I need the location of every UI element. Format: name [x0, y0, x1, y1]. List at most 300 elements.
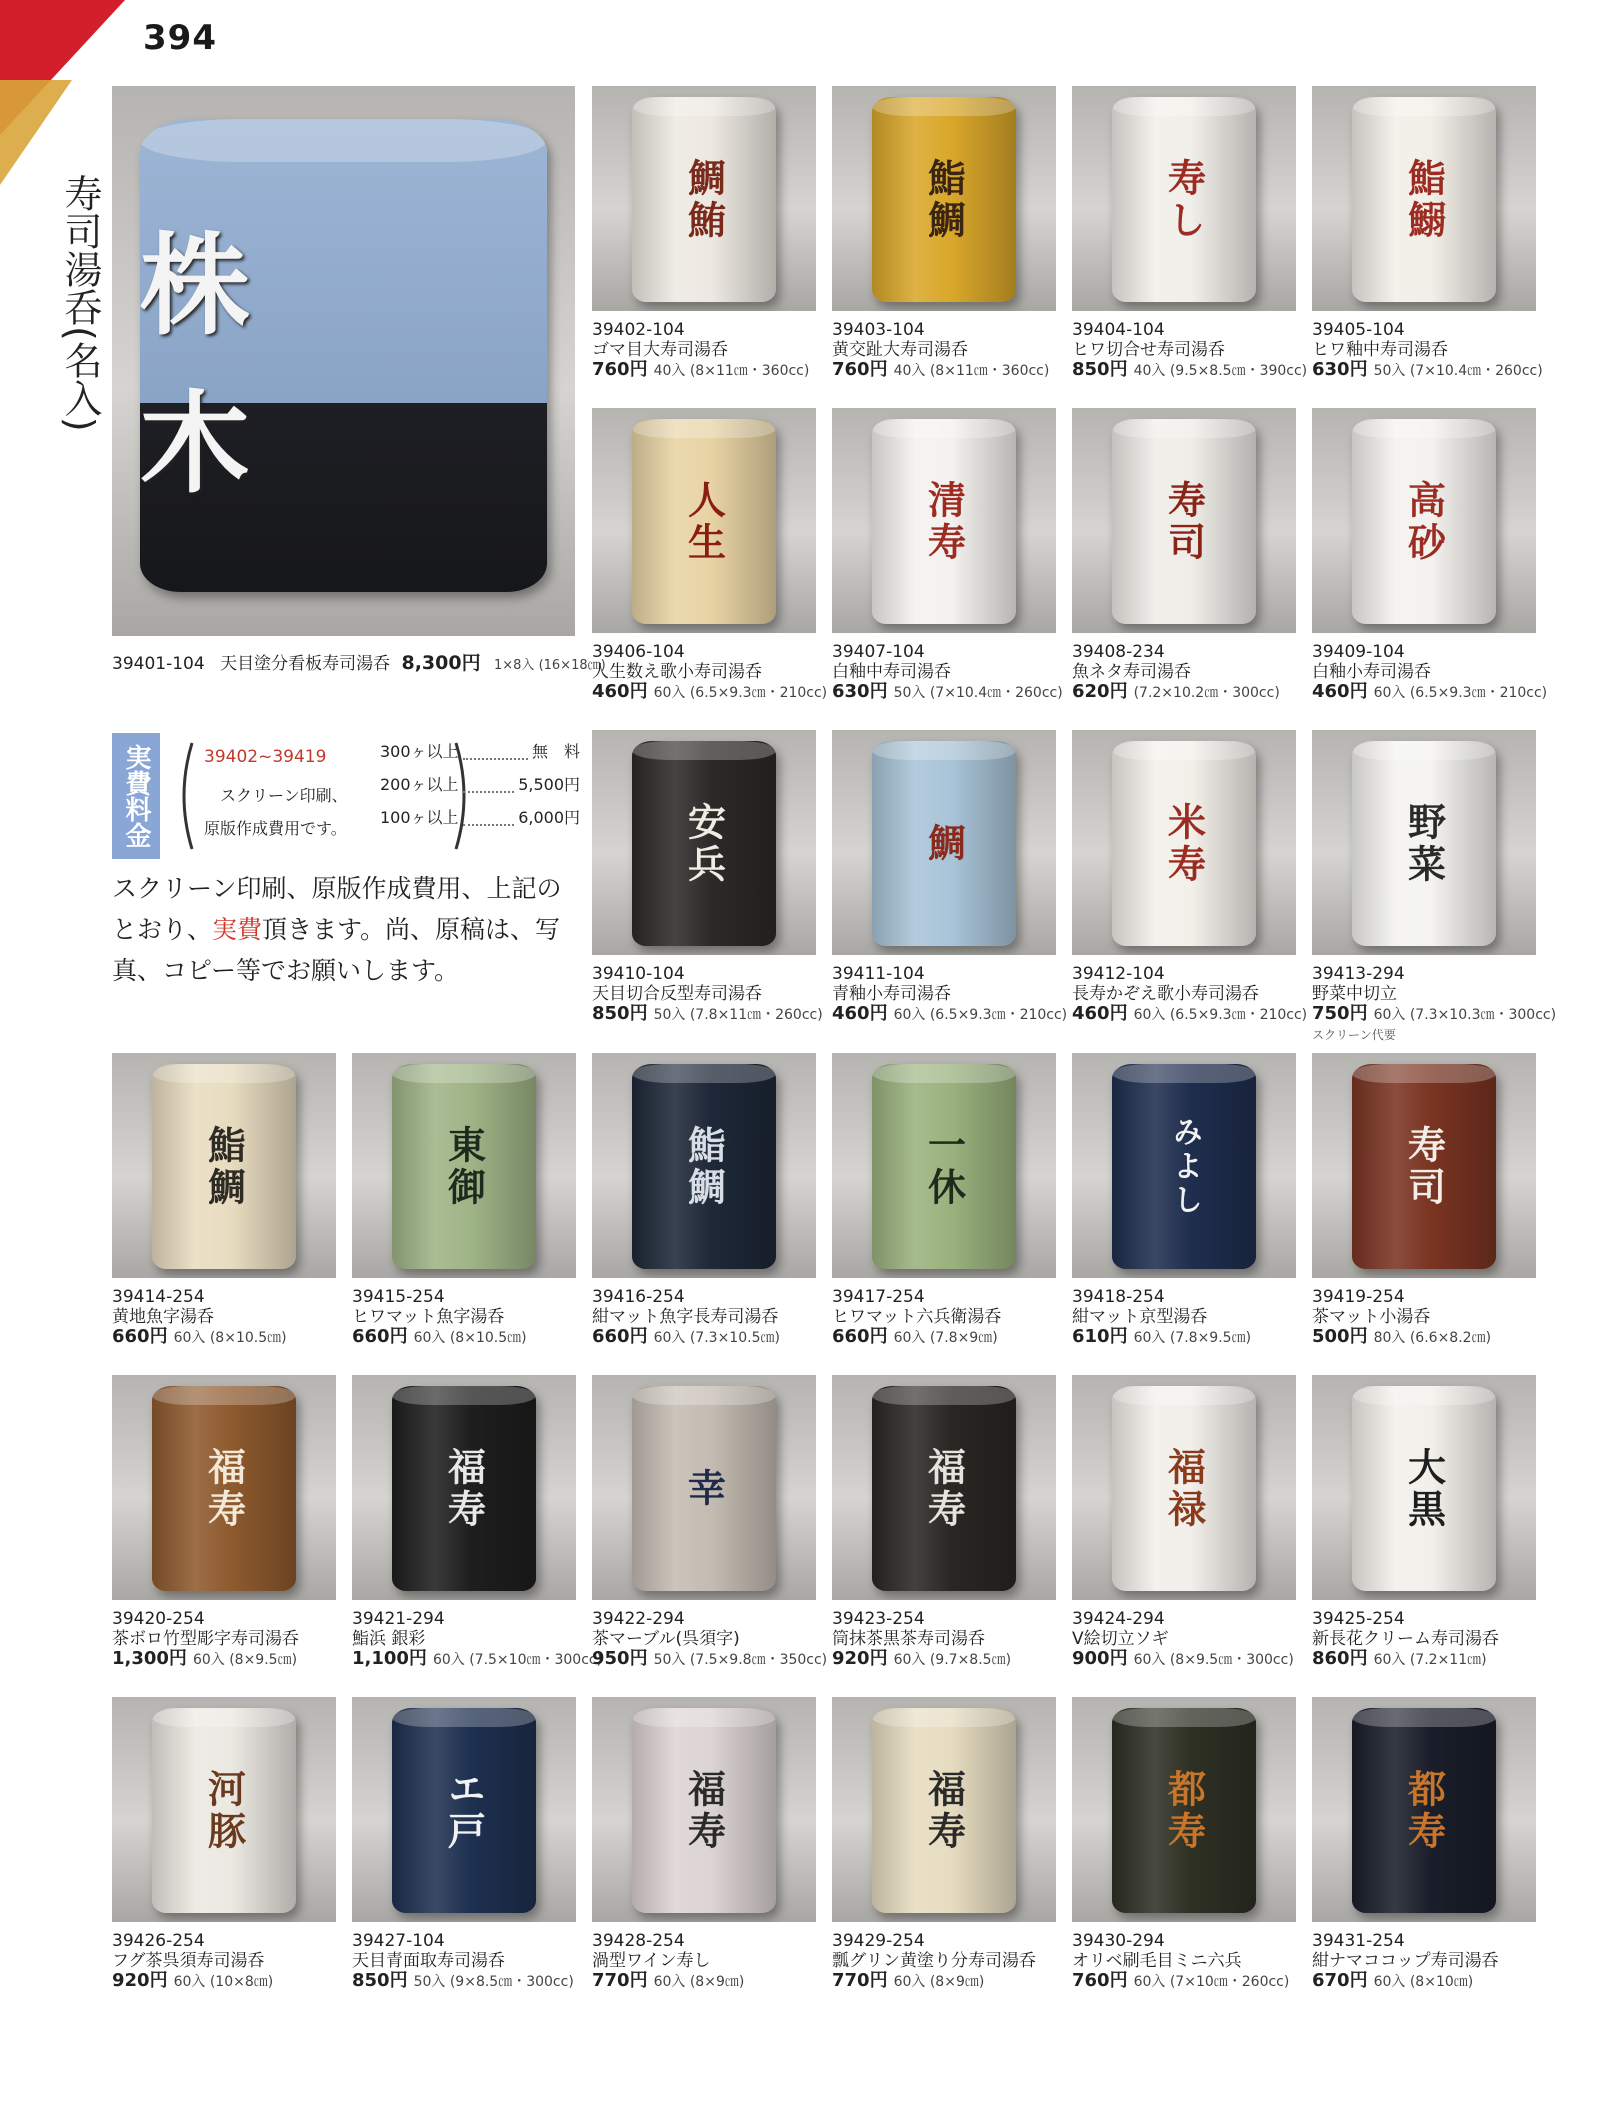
- product-photo[interactable]: [832, 1053, 1056, 1278]
- fee-qty: 300ヶ以上: [380, 742, 459, 761]
- product-caption: [112, 1287, 348, 1348]
- product-name: 筒抹茶黒茶寿司湯呑: [832, 1629, 985, 1649]
- product-price: 620円: [1072, 681, 1128, 702]
- product-caption: [1072, 1609, 1308, 1670]
- cup-design-text: 都寿: [1401, 1768, 1447, 1853]
- product-photo[interactable]: [1312, 408, 1536, 633]
- featured-code: 39401-104: [112, 654, 205, 674]
- product-price-line: [112, 1327, 348, 1348]
- product-price-line: [352, 1971, 588, 1992]
- product-code: 39415-254: [352, 1287, 445, 1307]
- product-caption: [592, 1287, 828, 1348]
- product-name: ゴマ目大寿司湯呑: [592, 340, 728, 360]
- cup-design-text: 福寿: [921, 1446, 967, 1531]
- product-price: 670円: [1312, 1970, 1368, 1991]
- product-caption: [1072, 1287, 1308, 1348]
- cup-image: [1352, 419, 1495, 624]
- cup-design-text: 人生: [681, 479, 727, 564]
- product-price-line: [592, 1971, 828, 1992]
- product-spec: 60入 (8×10.5㎝): [413, 1330, 527, 1346]
- product-price: 760円: [592, 359, 648, 380]
- product-code: 39431-254: [1312, 1931, 1405, 1951]
- product-name: 紺ナマココップ寿司湯呑: [1312, 1951, 1499, 1971]
- product-photo[interactable]: [1312, 730, 1536, 955]
- product-price: 610円: [1072, 1326, 1128, 1347]
- product-caption: [1312, 320, 1548, 381]
- product-name: ヒワマット魚字湯呑: [352, 1307, 505, 1327]
- product-price-line: [592, 1649, 828, 1670]
- product-price: 630円: [1312, 359, 1368, 380]
- cup-image: [872, 97, 1015, 302]
- product-price-line: [832, 1971, 1068, 1992]
- product-price: 500円: [1312, 1326, 1368, 1347]
- fee-box: [112, 733, 580, 859]
- product-code: 39407-104: [832, 642, 925, 662]
- cup-design-text: 寿司: [1401, 1124, 1447, 1209]
- product-price: 460円: [1312, 681, 1368, 702]
- product-name: オリベ刷毛目ミニ六兵: [1072, 1951, 1242, 1971]
- cup-image: [1352, 741, 1495, 946]
- product-photo[interactable]: [1072, 408, 1296, 633]
- product-spec: 60入 (8×9㎝): [653, 1974, 745, 1990]
- product-code: 39411-104: [832, 964, 925, 984]
- product-name: 瓢グリン黄塗り分寿司湯呑: [832, 1951, 1036, 1971]
- featured-photo[interactable]: [112, 86, 575, 636]
- product-caption: [592, 1931, 828, 1992]
- cup-image: [1352, 1386, 1495, 1591]
- product-name: フグ茶呉須寿司湯呑: [112, 1951, 265, 1971]
- product-price-line: [1312, 1649, 1548, 1670]
- product-price: 920円: [832, 1648, 888, 1669]
- cup-image: [1112, 97, 1255, 302]
- cup-design-text: 鮨鯛: [201, 1124, 247, 1209]
- product-price-line: [1072, 1649, 1308, 1670]
- fee-row: [380, 772, 580, 805]
- cup-design-text: 野菜: [1401, 801, 1447, 886]
- cup-design-text: 河豚: [201, 1768, 247, 1853]
- product-code: 39417-254: [832, 1287, 925, 1307]
- product-name: 青釉小寿司湯呑: [832, 984, 951, 1004]
- cup-design-text: 福寿: [681, 1768, 727, 1853]
- cup-design-text: 東御: [441, 1124, 487, 1209]
- product-caption: [1312, 1931, 1548, 1992]
- product-price: 660円: [592, 1326, 648, 1347]
- product-name: 茶マット小湯呑: [1312, 1307, 1431, 1327]
- product-code: 39406-104: [592, 642, 685, 662]
- product-name: 天目切合反型寿司湯呑: [592, 984, 762, 1004]
- product-caption: [1312, 1609, 1548, 1670]
- product-caption: [832, 964, 1068, 1025]
- cup-image: [152, 1708, 295, 1913]
- notice-after: 頂きます。尚、原稿は、写真、コピー等でお願いします。: [112, 915, 561, 985]
- cup-image: [392, 1708, 535, 1913]
- product-code: 39427-104: [352, 1931, 445, 1951]
- cup-image: [872, 1708, 1015, 1913]
- cup-image: [872, 419, 1015, 624]
- product-caption: [1312, 964, 1557, 1045]
- product-spec: 50入 (7.5×9.8㎝・350cc): [653, 1652, 828, 1668]
- product-price-line: [592, 1327, 828, 1348]
- product-price-line: [1072, 1971, 1308, 1992]
- product-price-line: [112, 1649, 348, 1670]
- cup-design-text: 鯛: [921, 822, 967, 865]
- product-spec: 50入 (9×8.5㎝・300cc): [413, 1974, 574, 1990]
- product-code: 39409-104: [1312, 642, 1405, 662]
- cup-design-text: 米寿: [1161, 801, 1207, 886]
- cup-design-text: 福禄: [1161, 1446, 1207, 1531]
- product-name: 天目青面取寿司湯呑: [352, 1951, 505, 1971]
- product-name: 人生数え歌小寿司湯呑: [592, 662, 762, 682]
- product-caption: [832, 1287, 1068, 1348]
- product-photo[interactable]: [592, 730, 816, 955]
- product-price-line: [832, 360, 1068, 381]
- product-spec: 80入 (6.6×8.2㎝): [1373, 1330, 1492, 1346]
- product-spec: 50入 (7×10.4㎝・260cc): [893, 685, 1063, 701]
- product-photo[interactable]: [832, 1697, 1056, 1922]
- cup-image: [632, 741, 775, 946]
- cup-design-text: 清寿: [921, 479, 967, 564]
- cup-image: [632, 97, 775, 302]
- product-photo[interactable]: [1312, 1053, 1536, 1278]
- product-price: 660円: [832, 1326, 888, 1347]
- product-price-line: [112, 1971, 348, 1992]
- product-photo[interactable]: [832, 408, 1056, 633]
- product-caption: [1072, 1931, 1308, 1992]
- product-code: 39408-234: [1072, 642, 1165, 662]
- product-photo[interactable]: [832, 86, 1056, 311]
- product-price-line: [592, 682, 828, 703]
- product-code: 39422-294: [592, 1609, 685, 1629]
- product-spec: 60入 (8×10.5㎝): [173, 1330, 287, 1346]
- cup-image: [632, 419, 775, 624]
- product-spec: 60入 (10×8㎝): [173, 1974, 274, 1990]
- product-code: 39421-294: [352, 1609, 445, 1629]
- product-photo[interactable]: [832, 1375, 1056, 1600]
- product-photo[interactable]: [592, 1053, 816, 1278]
- product-price: 950円: [592, 1648, 648, 1669]
- product-name: 茶マーブル(呉須字): [592, 1629, 740, 1649]
- cup-image: [872, 1386, 1015, 1591]
- product-name: ヒワマット六兵衛湯呑: [832, 1307, 1002, 1327]
- product-price-line: [1072, 1327, 1308, 1348]
- product-price: 850円: [352, 1970, 408, 1991]
- product-code: 39428-254: [592, 1931, 685, 1951]
- product-price-line: [1312, 1003, 1557, 1025]
- product-photo[interactable]: [112, 1697, 336, 1922]
- product-photo[interactable]: [1312, 86, 1536, 311]
- product-price-line: [832, 1327, 1068, 1348]
- cup-design-text: 福寿: [921, 1768, 967, 1853]
- featured-cup-text: 株木: [139, 220, 370, 508]
- product-price-line: [1312, 1327, 1548, 1348]
- product-price-line: [592, 360, 828, 381]
- featured-spec: 1×8入 (16×18㎝): [494, 658, 606, 673]
- product-price-line: [1312, 1971, 1548, 1992]
- product-caption: [592, 320, 828, 381]
- product-price: 760円: [1072, 1970, 1128, 1991]
- cup-image: [1112, 1386, 1255, 1591]
- cup-design-text: 寿し: [1161, 157, 1207, 242]
- product-spec: 60入 (6.5×9.3㎝・210cc): [1373, 685, 1548, 701]
- product-caption: [352, 1609, 603, 1670]
- product-code: 39405-104: [1312, 320, 1405, 340]
- product-code: 39402-104: [592, 320, 685, 340]
- product-caption: [1312, 1287, 1548, 1348]
- product-price-line: [592, 1004, 828, 1025]
- product-note: スクリーン代要: [1312, 1028, 1396, 1042]
- cup-image: [152, 1386, 295, 1591]
- fee-price: 6,000円: [518, 808, 580, 827]
- notice-accent: 実費: [212, 915, 263, 944]
- product-spec: (7.2×10.2㎝・300cc): [1133, 685, 1280, 701]
- fee-desc-line1: スクリーン印刷、: [220, 786, 348, 805]
- fee-rows: [380, 739, 580, 838]
- product-spec: 60入 (6.5×9.3㎝・210cc): [1133, 1007, 1308, 1023]
- product-spec: 50入 (7.8×11㎝・260cc): [653, 1007, 823, 1023]
- product-name: 魚ネタ寿司湯呑: [1072, 662, 1191, 682]
- cup-image: [632, 1708, 775, 1913]
- notice-text: [112, 868, 582, 991]
- product-caption: [832, 1609, 1068, 1670]
- product-spec: 60入 (7.5×10㎝・300cc): [432, 1652, 603, 1668]
- product-price: 770円: [832, 1970, 888, 1991]
- product-photo[interactable]: [1072, 86, 1296, 311]
- product-spec: 60入 (7.8×9㎝): [893, 1330, 998, 1346]
- product-caption: [1072, 964, 1308, 1025]
- fee-qty: 200ヶ以上: [380, 775, 459, 794]
- product-photo[interactable]: [1312, 1697, 1536, 1922]
- cup-image: [392, 1064, 535, 1269]
- product-name: 白釉小寿司湯呑: [1312, 662, 1431, 682]
- product-name: 黄地魚字湯呑: [112, 1307, 214, 1327]
- product-spec: 60入 (8×9.5㎝・300cc): [1133, 1652, 1294, 1668]
- cup-design-text: 幸: [681, 1467, 727, 1510]
- product-spec: 60入 (6.5×9.3㎝・210cc): [653, 685, 828, 701]
- product-photo[interactable]: [592, 408, 816, 633]
- product-spec: 60入 (8×9.5㎝): [192, 1652, 298, 1668]
- cup-design-text: 福寿: [441, 1446, 487, 1531]
- product-price-line: [1072, 1004, 1308, 1025]
- product-spec: 60入 (9.7×8.5㎝): [893, 1652, 1012, 1668]
- product-spec: 40入 (8×11㎝・360cc): [893, 363, 1050, 379]
- fee-price: 5,500円: [518, 775, 580, 794]
- product-name: ヒワ切合せ寿司湯呑: [1072, 340, 1225, 360]
- cup-image: [1112, 1708, 1255, 1913]
- product-caption: [1312, 642, 1548, 703]
- cup-image: [872, 741, 1015, 946]
- fee-desc-line2: 原版作成費用です。: [204, 819, 347, 838]
- product-price-line: [832, 1004, 1068, 1025]
- page-number: 394: [143, 18, 217, 58]
- cup-image: [1112, 741, 1255, 946]
- product-caption: [1072, 320, 1308, 381]
- product-name: 新長花クリーム寿司湯呑: [1312, 1629, 1499, 1649]
- cup-image: [152, 1064, 295, 1269]
- product-code: 39404-104: [1072, 320, 1165, 340]
- product-code: 39419-254: [1312, 1287, 1405, 1307]
- product-name: 鮨浜 銀彩: [352, 1629, 426, 1649]
- product-price-line: [1312, 360, 1548, 381]
- product-code: 39420-254: [112, 1609, 205, 1629]
- fee-row: [380, 739, 580, 772]
- product-name: 長寿かぞえ歌小寿司湯呑: [1072, 984, 1259, 1004]
- cup-design-text: 寿司: [1161, 479, 1207, 564]
- cup-design-text: 鮨鯛: [681, 1124, 727, 1209]
- product-photo[interactable]: [1312, 1375, 1536, 1600]
- product-name: 紺マット京型湯呑: [1072, 1307, 1208, 1327]
- cup-image: [392, 1386, 535, 1591]
- product-price-line: [1072, 360, 1308, 381]
- product-photo[interactable]: [352, 1697, 576, 1922]
- cup-design-text: 鮨鰯: [1401, 157, 1447, 242]
- product-spec: 60入 (6.5×9.3㎝・210cc): [893, 1007, 1068, 1023]
- product-code: 39413-294: [1312, 964, 1405, 984]
- product-photo[interactable]: [1072, 1375, 1296, 1600]
- cup-image: [632, 1064, 775, 1269]
- product-spec: 60入 (7×10㎝・260cc): [1133, 1974, 1290, 1990]
- product-code: 39403-104: [832, 320, 925, 340]
- cup-image: [1352, 1708, 1495, 1913]
- product-name: 野菜中切立: [1312, 984, 1397, 1004]
- section-title: 寿司湯呑(名入): [58, 174, 102, 432]
- cup-design-text: 鮨鯛: [921, 157, 967, 242]
- product-photo[interactable]: [1072, 730, 1296, 955]
- cup-design-text: 高砂: [1401, 479, 1447, 564]
- product-code: 39429-254: [832, 1931, 925, 1951]
- fee-row: [380, 805, 580, 838]
- product-caption: [112, 1609, 348, 1670]
- product-spec: 60入 (7.2×11㎝): [1373, 1652, 1487, 1668]
- product-price: 860円: [1312, 1648, 1368, 1669]
- cup-design-text: みよし: [1167, 1115, 1202, 1218]
- cup-design-text: 大黒: [1401, 1446, 1447, 1531]
- product-code: 39412-104: [1072, 964, 1165, 984]
- product-spec: 60入 (7.3×10.5㎝): [653, 1330, 780, 1346]
- featured-price: 8,300円: [401, 652, 481, 674]
- product-photo[interactable]: [112, 1053, 336, 1278]
- product-code: 39416-254: [592, 1287, 685, 1307]
- product-name: 白釉中寿司湯呑: [832, 662, 951, 682]
- product-spec: 60入 (8×10㎝): [1373, 1974, 1474, 1990]
- product-price-line: [352, 1327, 588, 1348]
- product-code: 39430-294: [1072, 1931, 1165, 1951]
- cup-image: [872, 1064, 1015, 1269]
- product-spec: 50入 (7×10.4㎝・260cc): [1373, 363, 1543, 379]
- product-caption: [832, 642, 1068, 703]
- product-name: 黄交趾大寿司湯呑: [832, 340, 968, 360]
- product-name: 渦型ワイン寿し: [592, 1951, 711, 1971]
- product-spec: 60入 (7.3×10.3㎝・300cc): [1373, 1007, 1557, 1023]
- product-caption: [832, 320, 1068, 381]
- product-caption: [832, 1931, 1068, 1992]
- product-caption: [592, 964, 828, 1025]
- product-photo[interactable]: [1072, 1053, 1296, 1278]
- fee-price: 無 料: [531, 742, 580, 761]
- product-price: 760円: [832, 359, 888, 380]
- product-price: 1,100円: [352, 1648, 427, 1669]
- product-code: 39410-104: [592, 964, 685, 984]
- product-spec: 40入 (9.5×8.5㎝・390cc): [1133, 363, 1308, 379]
- notice-before: スクリーン印刷、原版作成費用、上記のとおり、: [112, 874, 562, 944]
- product-caption: [592, 642, 828, 703]
- product-price: 920円: [112, 1970, 168, 1991]
- product-price: 660円: [112, 1326, 168, 1347]
- product-spec: 40入 (8×11㎝・360cc): [653, 363, 810, 379]
- product-name: ヒワ釉中寿司湯呑: [1312, 340, 1448, 360]
- product-spec: 60入 (7.8×9.5㎝): [1133, 1330, 1252, 1346]
- fee-label: 実費料金: [112, 733, 160, 859]
- cup-design-text: エ戸: [441, 1768, 487, 1853]
- featured-cup-image: [140, 119, 547, 592]
- product-price-line: [832, 1649, 1068, 1670]
- featured-caption: [112, 648, 606, 675]
- product-price: 900円: [1072, 1648, 1128, 1669]
- product-code: 39426-254: [112, 1931, 205, 1951]
- product-price: 850円: [592, 1003, 648, 1024]
- product-price-line: [1072, 682, 1308, 703]
- product-price: 770円: [592, 1970, 648, 1991]
- product-photo[interactable]: [1072, 1697, 1296, 1922]
- product-caption: [352, 1287, 588, 1348]
- product-caption: [352, 1931, 588, 1992]
- product-price: 460円: [592, 681, 648, 702]
- product-name: 紺マット魚字長寿司湯呑: [592, 1307, 779, 1327]
- product-price: 750円: [1312, 1003, 1368, 1024]
- featured-name: 天目塗分看板寿司湯呑: [220, 654, 391, 674]
- cup-image: [1112, 419, 1255, 624]
- cup-design-text: 福寿: [201, 1446, 247, 1531]
- product-price-line: [832, 682, 1068, 703]
- product-caption: [112, 1931, 348, 1992]
- product-photo[interactable]: [592, 1375, 816, 1600]
- product-code: 39424-294: [1072, 1609, 1165, 1629]
- cup-image: [1352, 97, 1495, 302]
- product-photo[interactable]: [112, 1375, 336, 1600]
- product-photo[interactable]: [352, 1053, 576, 1278]
- cup-design-text: 一休: [921, 1124, 967, 1209]
- product-price-line: [352, 1648, 603, 1670]
- product-price: 630円: [832, 681, 888, 702]
- cup-image: [632, 1386, 775, 1591]
- cup-image: [1112, 1064, 1255, 1269]
- fee-range: 39402~39419: [204, 747, 327, 767]
- product-photo[interactable]: [592, 1697, 816, 1922]
- product-price-line: [1312, 682, 1548, 703]
- product-price: 660円: [352, 1326, 408, 1347]
- product-caption: [592, 1609, 828, 1670]
- product-photo[interactable]: [592, 86, 816, 311]
- product-price: 850円: [1072, 359, 1128, 380]
- product-spec: 60入 (8×9㎝): [893, 1974, 985, 1990]
- product-photo[interactable]: [352, 1375, 576, 1600]
- product-code: 39418-254: [1072, 1287, 1165, 1307]
- product-caption: [1072, 642, 1308, 703]
- fee-qty: 100ヶ以上: [380, 808, 459, 827]
- product-name: V絵切立ソギ: [1072, 1629, 1169, 1649]
- product-code: 39414-254: [112, 1287, 205, 1307]
- product-code: 39425-254: [1312, 1609, 1405, 1629]
- product-price: 460円: [1072, 1003, 1128, 1024]
- product-name: 茶ボロ竹型彫字寿司湯呑: [112, 1629, 299, 1649]
- product-price: 1,300円: [112, 1648, 187, 1669]
- product-code: 39423-254: [832, 1609, 925, 1629]
- cup-design-text: 都寿: [1161, 1768, 1207, 1853]
- product-price: 460円: [832, 1003, 888, 1024]
- cup-design-text: 安兵: [681, 801, 727, 886]
- cup-design-text: 鯛鮪: [681, 157, 727, 242]
- product-photo[interactable]: [832, 730, 1056, 955]
- cup-image: [1352, 1064, 1495, 1269]
